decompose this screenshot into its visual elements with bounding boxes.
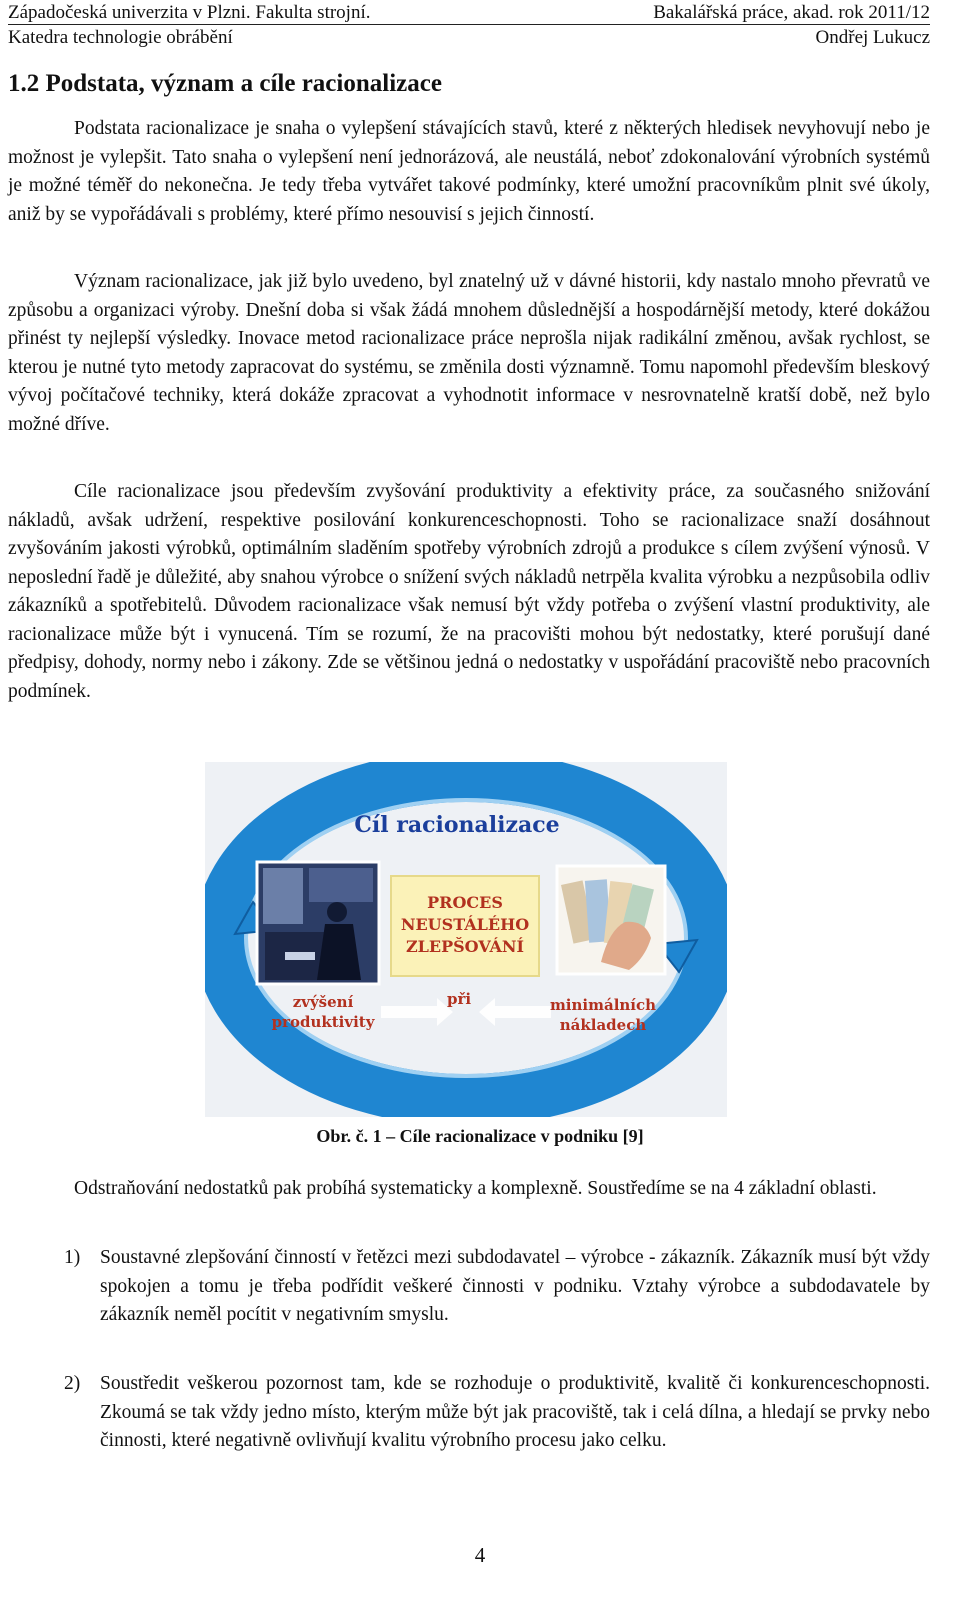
center-label-line3: ZLEPŠOVÁNÍ [405,937,525,956]
center-label-line2: NEUSTÁLÉHO [400,915,530,934]
list-item-number: 1) [64,1247,81,1268]
header-divider [8,24,930,25]
left-label-line2: produktivity [271,1013,375,1031]
left-label-line1: zvýšení [292,993,354,1011]
paragraph-vyznam: Význam racionalizace, jak již bylo uvedeno, byl znatelný už v dávné historii, kdy nastalo mnoho převratů ve způsobu a organizaci výroby. Dnešní doba si však žádá mnohem důslednější a hospodárnější metody, které dokážou přinést ty nejlepší výsledky. Inovace metod racionalizace práce neprošla nijak radikální změnou, avšak rychlost, se kterou je nutné tyto metody zapracovat do systému, se změnila dosti významně. Tomu napomohl především bleskový vývoj počítačové techniky, která dokáže zpracovat a vyhodnotit informace v nesrovnatelně kratší době, než bylo možné dříve. [8,271,930,435]
paragraph-list-intro: Odstraňování nedostatků pak probíhá systematicky a komplexně. Soustředíme se na 4 základní oblasti. [74,1178,877,1199]
list-item-number: 2) [64,1373,81,1394]
list-item [8,1244,930,1330]
header-university: Západočeská univerzita v Plzni. Fakulta strojní. [8,2,371,23]
right-label-line1: minimálních [549,996,657,1014]
section-title: 1.2 Podstata, význam a cíle racionalizace [8,70,442,97]
header-author: Ondřej Lukucz [815,27,930,48]
running-header-bottom [8,27,930,49]
figure-caption: Obr. č. 1 – Cíle racionalizace v podniku [9] [316,1126,644,1146]
worker-photo [257,862,379,984]
header-thesis-info: Bakalářská práce, akad. rok 2011/12 [653,2,930,23]
paragraph-cile: Cíle racionalizace jsou především zvyšování produktivity a efektivity práce, za současného snižování nákladů, avšak udržení, respektive posilování konkurenceschopnosti. Toho se racionalizace snaží dosáhnout zvyšováním jakosti výrobků, optimálním sladěním spotřeby výrobních zdrojů a produkce s cílem zvýšení výnosů. V neposlední řadě je důležité, aby snahou výrobce o snížení svých nákladů netrpěla kvalita výrobku a nezpůsobila odliv zákazníků a spotřebitelů. Důvodem racionalizace však nemusí být vždy potřeba o zvýšení vlastní produktivity, ale racionalizace může být i vynucená. Tím se rozumí, že na pracovišti mohou být nedostatky, které porušují dané předpisy, dohody, normy nebo i zákony. Zde se většinou jedná o nedostatky v uspořádání pracoviště nebo pracovních podmínek. [8,481,930,702]
figure-goal-diagram [205,762,727,1117]
header-department: Katedra technologie obrábění [8,27,233,48]
figure-title: Cíl racionalizace [354,812,560,838]
list-item-text: Soustředit veškerou pozornost tam, kde se rozhoduje o produktivitě, kvalitě či konkurenceschopnosti. Zkoumá se tak vždy jedno místo, kterým může být jak pracoviště, tak i celá dílna, a hledají se prvky nebo činnosti, které negativně ovlivňují kvalitu výrobního procesu jako celku. [100,1373,930,1451]
page-number: 4 [474,1543,486,1567]
middle-label: při [446,990,472,1008]
list-item-text: Soustavné zlepšování činností v řetězci mezi subdodavatel – výrobce - zákazník. Zákazník musí být vždy spokojen a tomu je třeba podřídit veškeré činnosti v podniku. Vztahy výrobce a subdodavatele by zákazník neměl pocítit v negativním smyslu. [100,1247,930,1325]
money-photo [557,866,665,974]
running-header-top [8,2,930,24]
right-label-line2: nákladech [559,1016,647,1034]
list-item [8,1370,930,1456]
center-label-line1: PROCES [427,893,503,912]
goal-cycle-diagram [205,762,727,1117]
paragraph-podstata: Podstata racionalizace je snaha o vylepšení stávajících stavů, které z některých hledisek nevyhovují nebo je možnost je vylepšit. Tato snaha o vylepšení není jednorázová, ale neustálá, neboť zdokonalování výrobních systémů je možné téměř do nekonečna. Je tedy třeba vytvářet takové podmínky, které umožní pracovníkům plnit své úkoly, aniž by se vypořádávali s problémy, které přímo nesouvisí s jejich činností. [8,118,930,225]
